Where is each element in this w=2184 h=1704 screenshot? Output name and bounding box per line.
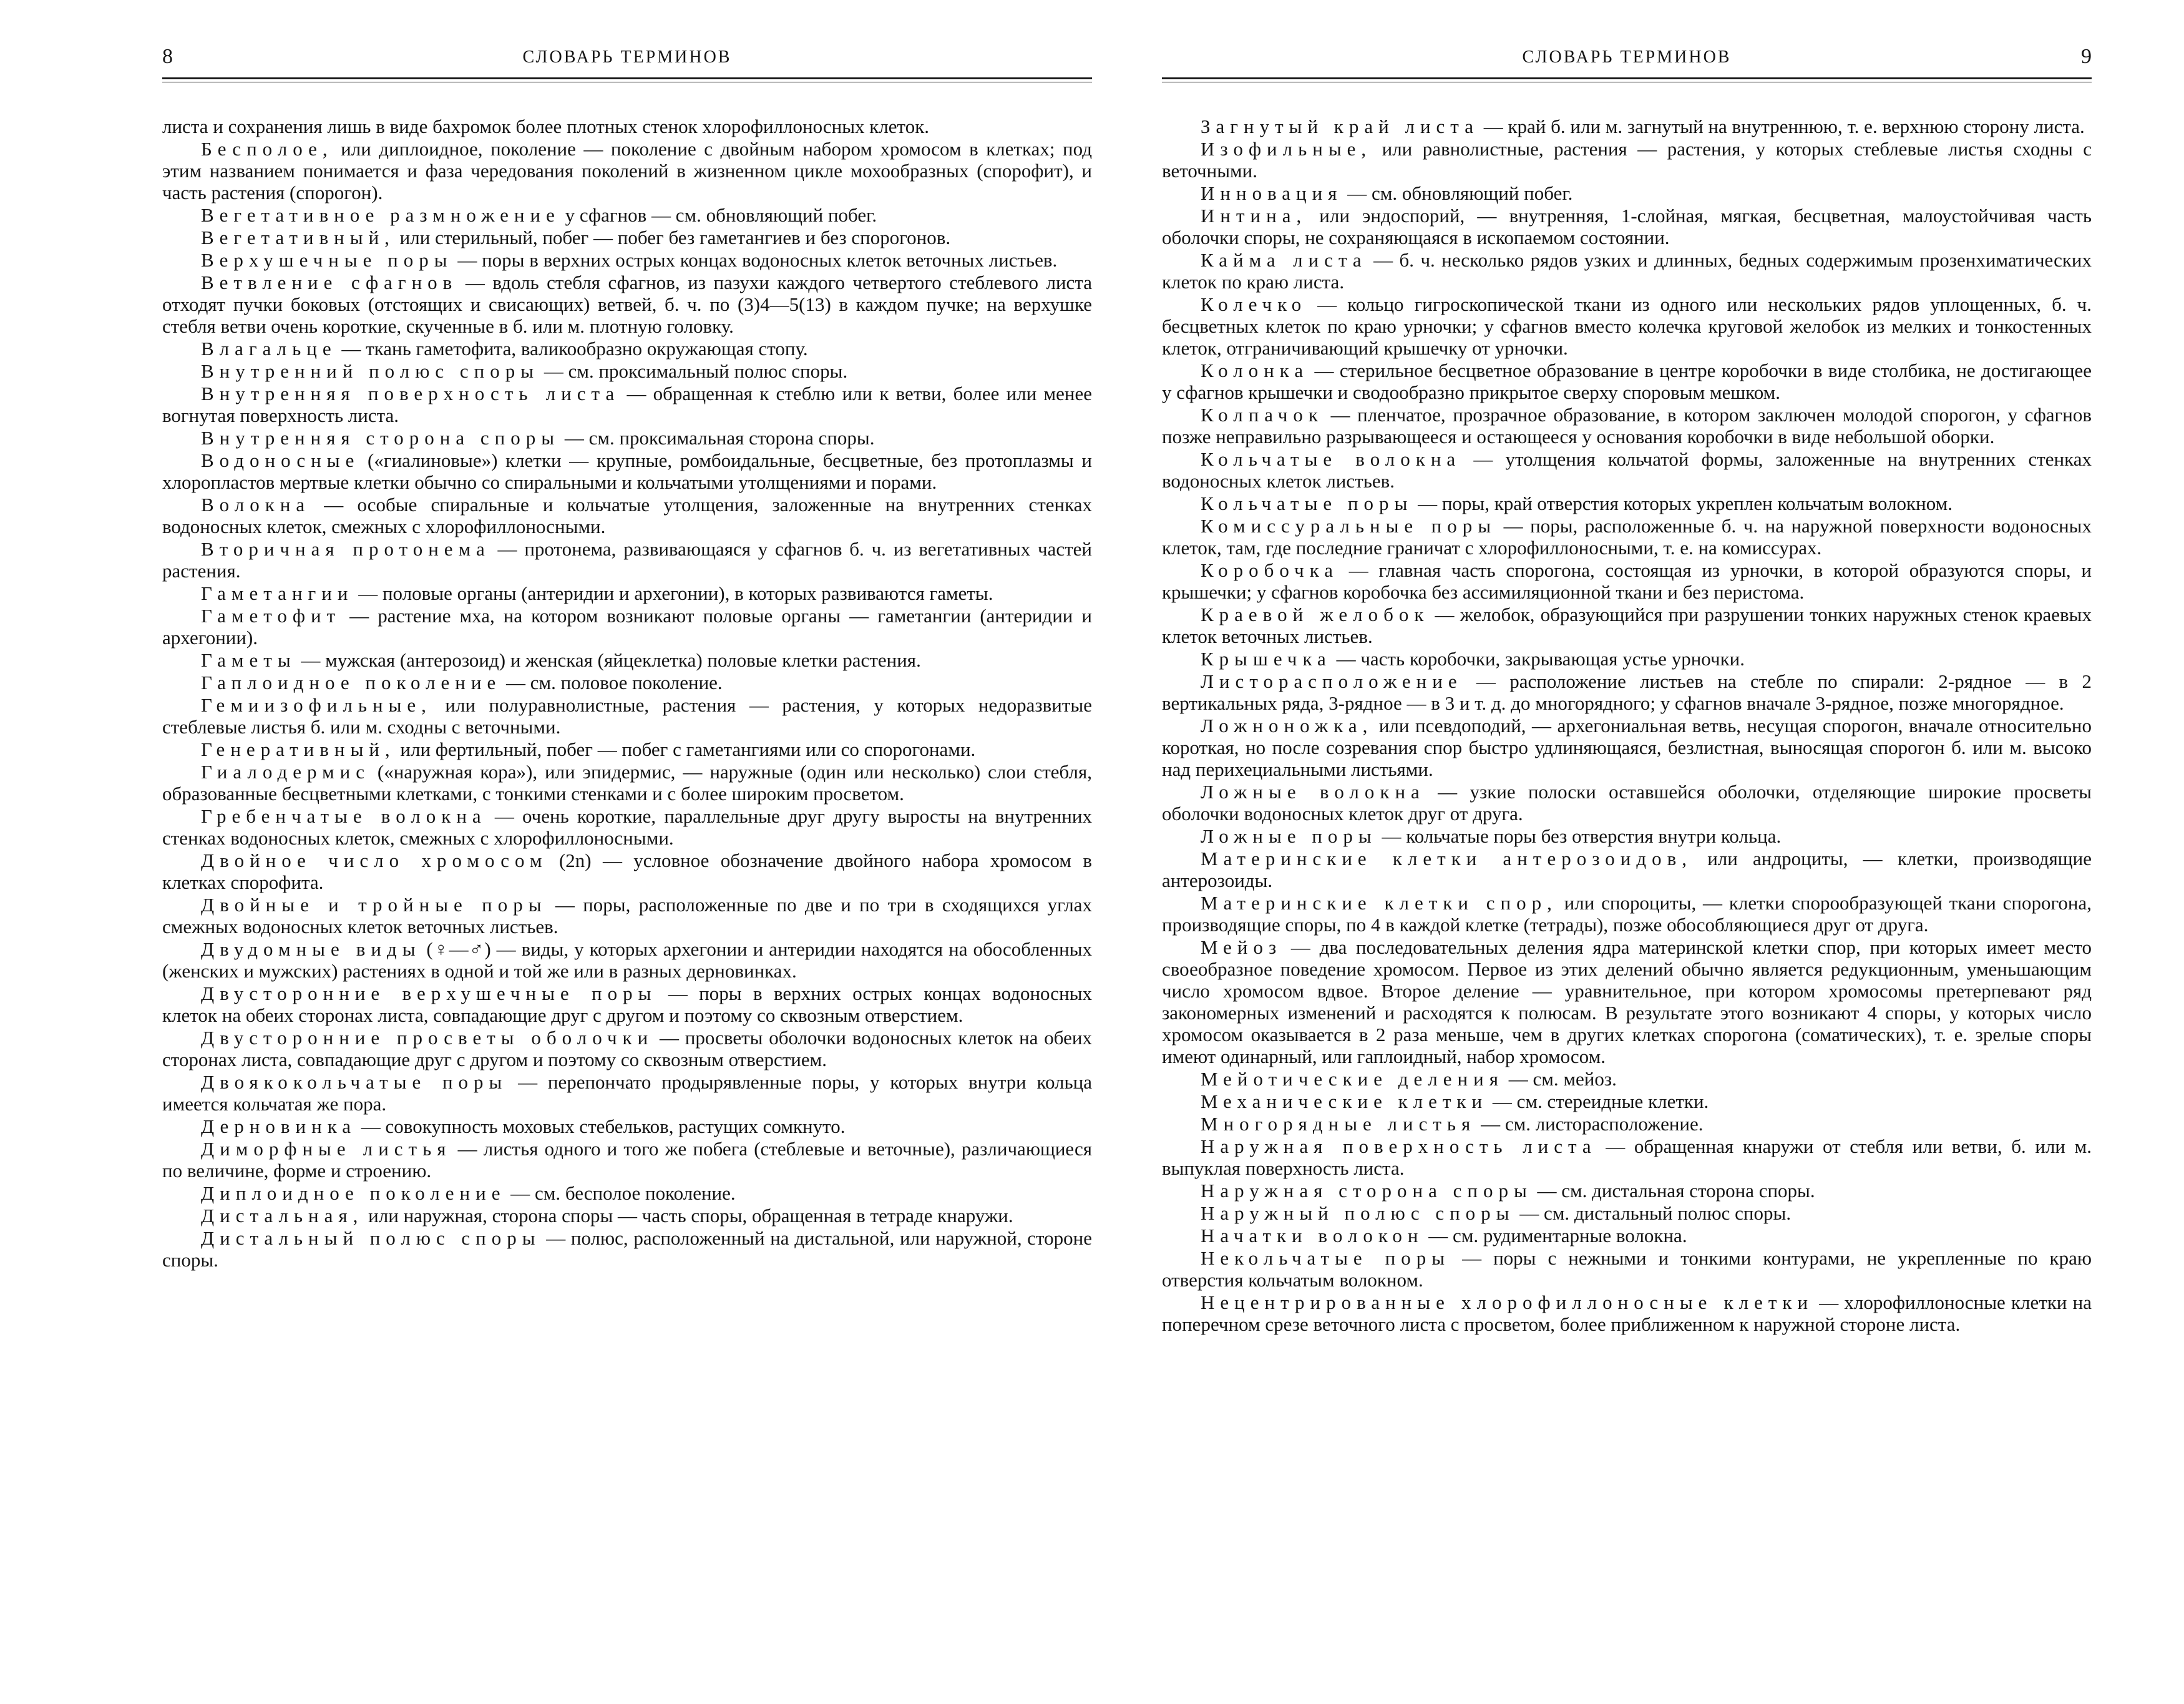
glossary-definition: — см. проксимальный полюс споры.	[539, 360, 848, 382]
glossary-term: Гиалодермис	[201, 761, 370, 783]
glossary-entry	[1162, 448, 2092, 492]
glossary-definition: — узкие полоски оставшейся оболочки, отделяющие широкие просветы оболочки водоносных клеток друг от друга.	[1162, 781, 2092, 825]
glossary-definition: — см. дистальная сторона споры.	[1532, 1180, 1815, 1202]
glossary-entry	[162, 538, 1092, 582]
glossary-definition: — два последовательных деления ядра материнской клетки спор, при которых имеет место своеобразное поведение хромосом. Первое из этих делений обычно является редукционным, уменьшающим число хромосом вдвое. Второе деление — уравнительное, при котором хромосомы претерпевают ряд закономерных изменений и расходятся к полюсам. В результате этого возникают 4 споры, у которых число хромосом оказывается в 2 раза меньше, чем в других клетках спорогона (соматических), т. е. зрелые споры имеют одинарный, или гаплоидный, набор хромосом.	[1162, 936, 2092, 1067]
glossary-entry	[1162, 715, 2092, 780]
glossary-definition: («наружная кора»), или эпидермис, — наружные (один или несколько) слои стебля, образованные бесцветными клетками, с тонкими стенками и с более широким просветом.	[162, 761, 1092, 805]
glossary-definition: или спороциты, — клетки спорообразующей ткани спорогона, производящие споры, по 4 в каждой клетке (тетрады), позже обособляющиеся друг от друга.	[1162, 892, 2092, 936]
glossary-definition: — очень короткие, параллельные друг другу выросты на внутренних стенках водоносных клеток, смежных с хлорофиллоносными.	[162, 805, 1092, 849]
glossary-term: Гаметофит	[201, 605, 341, 627]
glossary-definition: — просветы оболочки водоносных клеток на обеих сторонах листа, совпадающие друг с другом и поэтому со сквозным отверстием.	[162, 1027, 1092, 1070]
glossary-definition: — хлорофиллоносные клетки на поперечном срезе веточного листа с просветом, более приближенном к наружной стороне листа.	[1162, 1291, 2092, 1335]
glossary-entry	[162, 672, 1092, 693]
glossary-entry	[1162, 848, 2092, 891]
glossary-term: Ложные поры	[1201, 825, 1377, 847]
glossary-definition: — край б. или м. загнутый на внутреннюю, т. е. верхнюю сторону листа.	[1478, 115, 2085, 137]
glossary-definition: — поры, край отверстия которых укреплен кольчатым волокном.	[1413, 492, 1952, 514]
glossary-definition: — совокупность моховых стебельков, растущих сомкнуто.	[356, 1115, 846, 1137]
running-header	[162, 45, 1092, 79]
glossary-entry	[1162, 115, 2092, 137]
glossary-term: Наружная сторона споры	[1201, 1180, 1533, 1202]
glossary-definition: — расположение листьев на стебле по спирали: 2-рядное — в 2 вертикальных ряда, 3-рядное — в 3 и т. д. до многорядного; у сфагнов вначале 3-рядное, позже многорядное.	[1162, 670, 2092, 714]
glossary-entry	[1162, 670, 2092, 714]
glossary-definition: — протонема, развивающаяся у сфагнов б. ч. из вегетативных частей растения.	[162, 538, 1093, 582]
glossary-definition: — см. дистальный полюс споры.	[1514, 1202, 1792, 1224]
glossary-entry	[162, 383, 1092, 426]
glossary-term: Двусторонние верхушечные поры	[201, 982, 657, 1004]
glossary-term: Диморфные листья	[201, 1138, 452, 1160]
glossary-term: Изофильные,	[1201, 138, 1372, 160]
glossary-term: Гаметангии	[201, 582, 354, 604]
running-header	[1162, 45, 2092, 79]
glossary-definition: — полюс, расположенный на дистальной, или наружной, стороне споры.	[162, 1227, 1092, 1271]
glossary-term: Ложные волокна	[1201, 781, 1425, 803]
glossary-term: Дерновинка	[201, 1115, 357, 1137]
glossary-entry	[1162, 205, 2092, 248]
glossary-entry	[162, 360, 1092, 382]
glossary-definition: или псевдоподий, — архегониальная ветвь, несущая спорогон, вначале относительно короткая, но после созревания спор быстро удлиняющаяся, безлистная, выносящая спорогон б. или м. высоко над перихециальными листьями.	[1162, 715, 2092, 780]
glossary-term: Двусторонние просветы оболочки	[201, 1027, 654, 1049]
glossary-term: Материнские клетки антерозоидов,	[1201, 848, 1693, 869]
glossary-entry	[1162, 648, 2092, 670]
right-page	[1162, 0, 2092, 1704]
glossary-definition: — см. обновляющий побег.	[1342, 182, 1573, 204]
glossary-entry	[162, 982, 1092, 1026]
glossary-entry	[1162, 1090, 2092, 1112]
glossary-definition: — ткань гаметофита, валикообразно окружающая стопу.	[336, 338, 808, 360]
glossary-term: Механические клетки	[1201, 1090, 1488, 1112]
glossary-body	[1162, 115, 2092, 1336]
glossary-entry	[162, 204, 1092, 226]
glossary-entry	[162, 761, 1092, 805]
glossary-entry	[1162, 515, 2092, 559]
glossary-definition: — см. бесполое поколение.	[505, 1182, 736, 1204]
glossary-entry	[162, 449, 1092, 493]
glossary-definition: — поры, расположенные по две и по три в сходящихся углах смежных водоносных клеток веточных листьев.	[162, 894, 1092, 938]
glossary-entry	[162, 227, 1092, 248]
glossary-entry	[162, 850, 1092, 893]
glossary-definition: — перепончато продырявленные поры, у которых внутри кольца имеется кольчатая же пора.	[162, 1071, 1092, 1115]
glossary-term: Колпачок	[1201, 404, 1324, 426]
glossary-definition: у сфагнов — см. обновляющий побег.	[560, 204, 877, 226]
glossary-entry	[1162, 360, 2092, 403]
glossary-term: Внутренний полюс споры	[201, 360, 540, 382]
left-page	[162, 0, 1092, 1704]
glossary-term: Дистальная,	[201, 1205, 364, 1227]
glossary-entry	[162, 605, 1092, 649]
page-number: 8	[162, 45, 173, 68]
glossary-definition: — часть коробочки, закрывающая устье урночки.	[1331, 648, 1745, 670]
glossary-entry	[162, 427, 1092, 449]
glossary-term: Листорасположение	[1201, 670, 1463, 692]
glossary-entry	[162, 1205, 1092, 1227]
glossary-term: Двоякокольчатые поры	[201, 1071, 508, 1093]
glossary-term: Двойное число хромосом	[201, 850, 548, 871]
glossary-term: Водоносные	[201, 449, 360, 471]
glossary-entry	[1162, 1247, 2092, 1291]
glossary-definition: — см. мейоз.	[1503, 1068, 1617, 1090]
running-title: СЛОВАРЬ ТЕРМИНОВ	[522, 47, 732, 67]
glossary-entry	[162, 272, 1092, 337]
glossary-definition: (♀—♂) — виды, у которых архегонии и антеридии находятся на обособленных (женских и мужских) растениях в одной и той же или в разных дерновинках.	[162, 938, 1092, 982]
glossary-entry	[162, 1071, 1092, 1115]
glossary-term: Внутренняя сторона споры	[201, 427, 560, 449]
glossary-term: Вегетативное размножение	[201, 204, 560, 226]
glossary-body	[162, 115, 1092, 1271]
glossary-definition: или андроциты, — клетки, производящие антерозоиды.	[1162, 848, 2092, 891]
glossary-definition: — см. проксимальная сторона споры.	[560, 427, 875, 449]
glossary-entry	[1162, 249, 2092, 293]
glossary-entry	[1162, 1291, 2092, 1335]
glossary-definition: — поры в верхних острых концах водоносных клеток веточных листьев.	[452, 249, 1058, 271]
glossary-entry	[162, 1027, 1092, 1070]
glossary-definition: («гиалиновые») клетки — крупные, ромбоидальные, бесцветные, без протоплазмы и хлоропластов мертвые клетки обычно со спиральными и кольчатыми утолщениями и порами.	[162, 449, 1092, 493]
glossary-definition: — обращенная кнаружи от стебля или ветви, б. или м. выпуклая поверхность листа.	[1162, 1135, 2092, 1179]
glossary-term: Диплоидное поколение	[201, 1182, 506, 1204]
glossary-definition: — б. ч. несколько рядов узких и длинных, бедных содержимым прозенхиматических клеток по краю листа.	[1162, 249, 2092, 293]
glossary-term: Волокна	[201, 494, 311, 516]
glossary-entry	[1162, 1202, 2092, 1224]
glossary-term: Наружная поверхность листа	[1201, 1135, 1597, 1157]
glossary-definition: или равнолистные, растения — растения, у которых стеблевые листья сходны с веточными.	[1162, 138, 2092, 182]
glossary-entry	[1162, 182, 2092, 204]
glossary-entry	[162, 338, 1092, 360]
glossary-term: Двудомные виды	[201, 938, 421, 960]
glossary-term: Ветвление сфагнов	[201, 272, 458, 293]
glossary-term: Многорядные листья	[1201, 1113, 1476, 1135]
glossary-entry	[1162, 559, 2092, 603]
glossary-entry	[162, 694, 1092, 738]
glossary-term: Бесполое,	[201, 138, 333, 160]
glossary-entry	[162, 494, 1092, 537]
glossary-entry	[1162, 404, 2092, 448]
glossary-entry	[162, 115, 1092, 137]
glossary-definition: — особые спиральные и кольчатые утолщения, заложенные на внутренних стенках водоносных клеток, смежных с хлорофиллоносными.	[162, 494, 1092, 537]
glossary-term: Наружный полюс споры	[1201, 1202, 1515, 1224]
glossary-term: Краевой желобок	[1201, 604, 1430, 625]
glossary-term: Нецентрированные хлорофиллоносные клетки	[1201, 1291, 1814, 1313]
glossary-term: Вторичная протонема	[201, 538, 490, 560]
glossary-term: Мейотические деления	[1201, 1068, 1504, 1090]
glossary-term: Гаплоидное поколение	[201, 672, 502, 693]
glossary-term: Загнутый край листа	[1201, 115, 1479, 137]
glossary-entry	[1162, 781, 2092, 825]
glossary-definition: — пленчатое, прозрачное образование, в котором заключен молодой спорогон, у сфагнов позже неправильно разрывающееся и остающееся у основания коробочки в виде небольшой оборки.	[1162, 404, 2092, 448]
glossary-term: Материнские клетки спор,	[1201, 892, 1558, 914]
glossary-entry	[162, 1182, 1092, 1204]
glossary-entry	[162, 1138, 1092, 1182]
glossary-term: Ложноножка,	[1201, 715, 1373, 737]
glossary-entry	[1162, 604, 2092, 647]
glossary-term: Кайма листа	[1201, 249, 1367, 271]
glossary-term: Верхушечные поры	[201, 249, 453, 271]
glossary-term: Инновация	[1201, 182, 1343, 204]
glossary-entry	[162, 138, 1092, 203]
glossary-term: Комиссуральные поры	[1201, 515, 1497, 537]
glossary-entry	[1162, 892, 2092, 936]
glossary-entry	[162, 805, 1092, 849]
glossary-definition: листа и сохранения лишь в виде бахромок более плотных стенок хлорофиллоносных клеток.	[162, 115, 930, 137]
glossary-entry	[162, 649, 1092, 671]
glossary-entry	[1162, 492, 2092, 514]
glossary-term: Гаметы	[201, 649, 296, 671]
glossary-term: Коробочка	[1201, 559, 1339, 581]
glossary-term: Мейоз	[1201, 936, 1282, 958]
glossary-definition: — см. листорасположение.	[1476, 1113, 1704, 1135]
glossary-term: Некольчатые поры	[1201, 1247, 1451, 1269]
glossary-term: Интина,	[1201, 205, 1307, 227]
glossary-definition: — стерильное бесцветное образование в центре коробочки в виде столбика, не достигающее у сфагнов крышечки и сводообразно прикрытое сверху споровым мешком.	[1162, 360, 2092, 403]
glossary-term: Генеративный,	[201, 738, 396, 760]
glossary-entry	[162, 1227, 1092, 1271]
glossary-definition: — утолщения кольчатой формы, заложенные на внутренних стенках водоносных клеток листьев.	[1162, 448, 2092, 492]
glossary-entry	[162, 738, 1092, 760]
glossary-entry	[1162, 1225, 2092, 1246]
glossary-term: Внутренняя поверхность листа	[201, 383, 620, 404]
glossary-definition: — растение мха, на котором возникают половые органы — гаметангии (антеридии и архегонии).	[162, 605, 1092, 649]
glossary-term: Влагальце	[201, 338, 337, 360]
glossary-term: Гребенчатые волокна	[201, 805, 487, 827]
glossary-definition: — поры в верхних острых концах водоносных клеток на обеих сторонах листа, совпадающие друг с другом и поэтому со сквозным отверстием.	[162, 982, 1092, 1026]
glossary-definition: или наружная, сторона споры — часть споры, обращенная в тетраде кнаружи.	[363, 1205, 1013, 1227]
glossary-definition: — см. стереидные клетки.	[1488, 1090, 1709, 1112]
glossary-definition: — вдоль стебля сфагнов, из пазухи каждого четвертого стеблевого листа отходят пучки боковых (отстоящих и свисающих) ветвей, б. ч. по (3)4—5(13) в каждом пучке; на верхушке стебля ветви очень короткие, скученные в б. или м. плотную головку.	[162, 272, 1092, 337]
glossary-definition: — поры с нежными и тонкими контурами, не укрепленные по краю отверстия кольчатым волокном.	[1162, 1247, 2092, 1291]
glossary-definition: — мужская (антерозоид) и женская (яйцеклетка) половые клетки растения.	[296, 649, 921, 671]
glossary-entry	[1162, 138, 2092, 182]
glossary-term: Двойные и тройные поры	[201, 894, 547, 916]
glossary-definition: или полуравнолистные, растения — растения, у которых недоразвитые стеблевые листья б. или м. сходны с веточными.	[162, 694, 1092, 738]
glossary-entry	[1162, 1135, 2092, 1179]
glossary-term: Кольчатые поры	[1201, 492, 1413, 514]
glossary-term: Гемиизофильные,	[201, 694, 432, 716]
glossary-term: Дистальный полюс споры	[201, 1227, 541, 1249]
glossary-definition: — кольцо гигроскопической ткани из одного или нескольких рядов уплощенных, б. ч. бесцветных клеток по краю урночки; у сфагнов вместо колечка круговой желобок из мелких и тонкостенных клеток, отграничивающий крышечку от урночки.	[1162, 293, 2092, 359]
glossary-entry	[1162, 1180, 2092, 1202]
glossary-definition: — листья одного и того же побега (стеблевые и веточные), различающиеся по величине, форме и строению.	[162, 1138, 1092, 1182]
glossary-entry	[162, 582, 1092, 604]
glossary-entry	[1162, 1068, 2092, 1090]
glossary-definition: или эндоспорий, — внутренняя, 1-слойная, мягкая, бесцветная, малоустойчивая часть оболочки споры, не сохраняющаяся в ископаемом состоянии.	[1162, 205, 2092, 248]
glossary-definition: или фертильный, побег — побег с гаметангиями или со спорогонами.	[395, 738, 976, 760]
glossary-definition: — половые органы (антеридии и архегонии), в которых развиваются гаметы.	[353, 582, 993, 604]
glossary-entry	[162, 938, 1092, 982]
glossary-term: Вегетативный,	[201, 227, 395, 248]
glossary-definition: — см. половое поколение.	[501, 672, 723, 693]
glossary-definition: — желобок, образующийся при разрушении тонких наружных стенок краевых клеток веточных листьев.	[1162, 604, 2092, 647]
glossary-entry	[162, 894, 1092, 938]
page-number: 9	[2081, 45, 2092, 68]
glossary-term: Начатки волокон	[1201, 1225, 1424, 1246]
glossary-entry	[1162, 1113, 2092, 1135]
running-title: СЛОВАРЬ ТЕРМИНОВ	[1522, 47, 1732, 67]
glossary-entry	[162, 249, 1092, 271]
glossary-definition: (2n) — условное обозначение двойного набора хромосом в клетках спорофита.	[162, 850, 1092, 893]
glossary-definition: или диплоидное, поколение — поколение с двойным набором хромосом в клетках; под этим названием понимается и фаза чередования поколений в жизненном цикле мохообразных (спорофит), и часть растения (спорогон).	[162, 138, 1092, 203]
glossary-entry	[1162, 293, 2092, 359]
glossary-term: Колечко	[1201, 293, 1307, 315]
glossary-definition: — поры, расположенные б. ч. на наружной поверхности водоносных клеток, там, где последние граничат с хлорофиллоносными, т. е. на комиссурах.	[1162, 515, 2092, 559]
glossary-definition: или стерильный, побег — побег без гаметангиев и без спорогонов.	[394, 227, 951, 248]
glossary-entry	[162, 1115, 1092, 1137]
glossary-definition: — кольчатые поры без отверстия внутри кольца.	[1377, 825, 1782, 847]
glossary-entry	[1162, 825, 2092, 847]
glossary-term: Крышечка	[1201, 648, 1332, 670]
glossary-definition: — см. рудиментарные волокна.	[1423, 1225, 1687, 1246]
glossary-definition: — главная часть спорогона, состоящая из урночки, в которой образуются споры, и крышечки; у сфагнов коробочка без ассимиляционной ткани и без перистома.	[1162, 559, 2092, 603]
glossary-term: Кольчатые волокна	[1201, 448, 1461, 470]
glossary-definition: — обращенная к стеблю или к ветви, более или менее вогнутая поверхность листа.	[162, 383, 1092, 426]
glossary-term: Колонка	[1201, 360, 1309, 381]
glossary-entry	[1162, 936, 2092, 1067]
